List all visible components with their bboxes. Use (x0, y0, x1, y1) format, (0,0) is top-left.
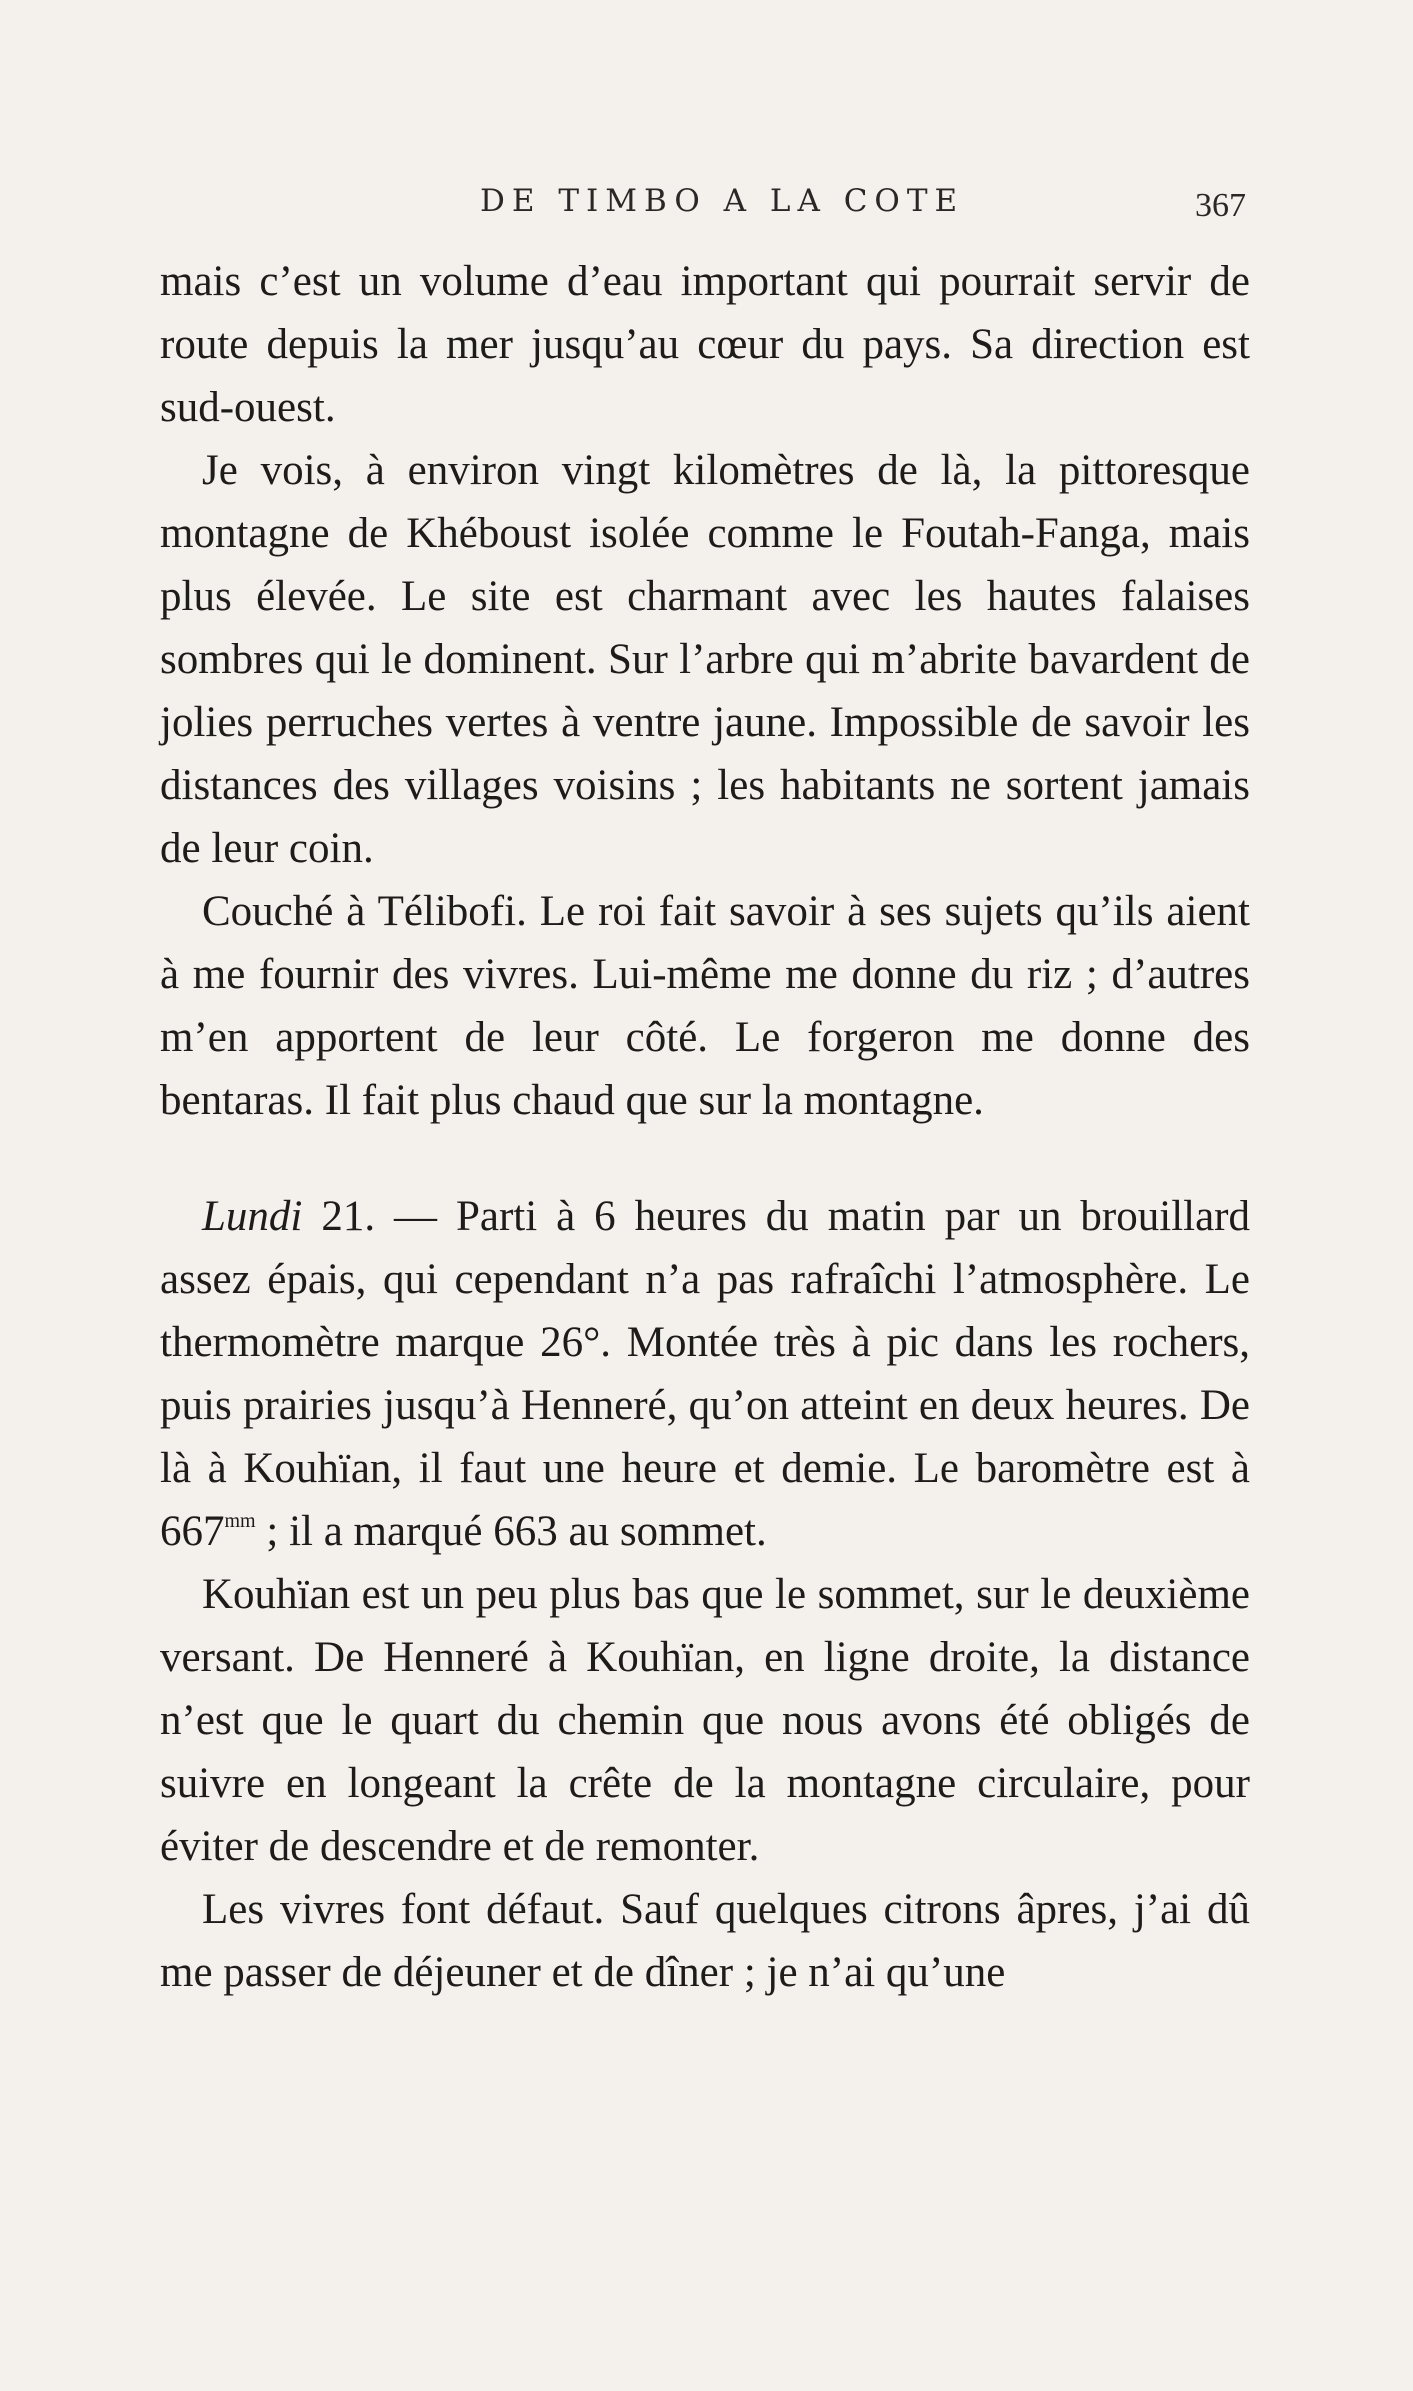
body-text (160, 250, 1250, 2004)
paragraph-continuation: mais c’est un volume d’eau important qui pourrait servir de route depuis la mer jusqu’au cœur du pays. Sa direction est sud-ouest. (160, 258, 1250, 431)
day-name: Lundi (202, 1193, 303, 1240)
lundi-text-a: 21. — Parti à 6 heures du matin par un brouillard assez épais, qui cependant n’a pas rafraîchi l’atmosphère. Le thermomètre marque 26°. Montée très à pic dans les rochers, puis prairies jusqu’à Henneré, qu’on atteint en deux heures. De là à Kouhïan, il faut une heure et demie. Le baromètre est à 667 (160, 1193, 1250, 1555)
paragraph-kheboust: Je vois, à environ vingt kilomètres de là, la pittoresque montagne de Khéboust isolée comme le Foutah-Fanga, mais plus élevée. Le site est charmant avec les hautes falaises sombres qui le dominent. Sur l’arbre qui m’abrite bavardent de jolies perruches vertes à ventre jaune. Impossible de savoir les distances des villages voisins ; les habitants ne sortent jamais de leur coin. (160, 447, 1250, 872)
paragraph-vivres: Les vivres font défaut. Sauf quelques citrons âpres, j’ai dû me passer de déjeuner et de dîner ; je n’ai qu’une (160, 1886, 1250, 1996)
running-title: DE TIMBO A LA COTE (480, 183, 965, 219)
running-head (0, 183, 1413, 227)
paragraph-telibofi: Couché à Télibofi. Le roi fait savoir à ses sujets qu’ils aient à me fournir des vivres. Lui-même me donne du riz ; d’autres m’en apportent de leur côté. Le forgeron me donne des bentaras. Il fait plus chaud que sur la montagne. (160, 888, 1250, 1124)
unit-superscript: mm (224, 1510, 256, 1532)
paragraph-lundi (160, 1185, 1250, 1563)
page-number: 367 (1195, 187, 1246, 224)
paragraph-kouhian: Kouhïan est un peu plus bas que le sommet, sur le deuxième versant. De Henneré à Kouhïan, en ligne droite, la distance n’est que le quart du chemin que nous avons été obligés de suivre en longeant la crête de la montagne circulaire, pour éviter de descendre et de remonter. (160, 1571, 1250, 1870)
lundi-text-b: ; il a marqué 663 au sommet. (255, 1508, 767, 1555)
